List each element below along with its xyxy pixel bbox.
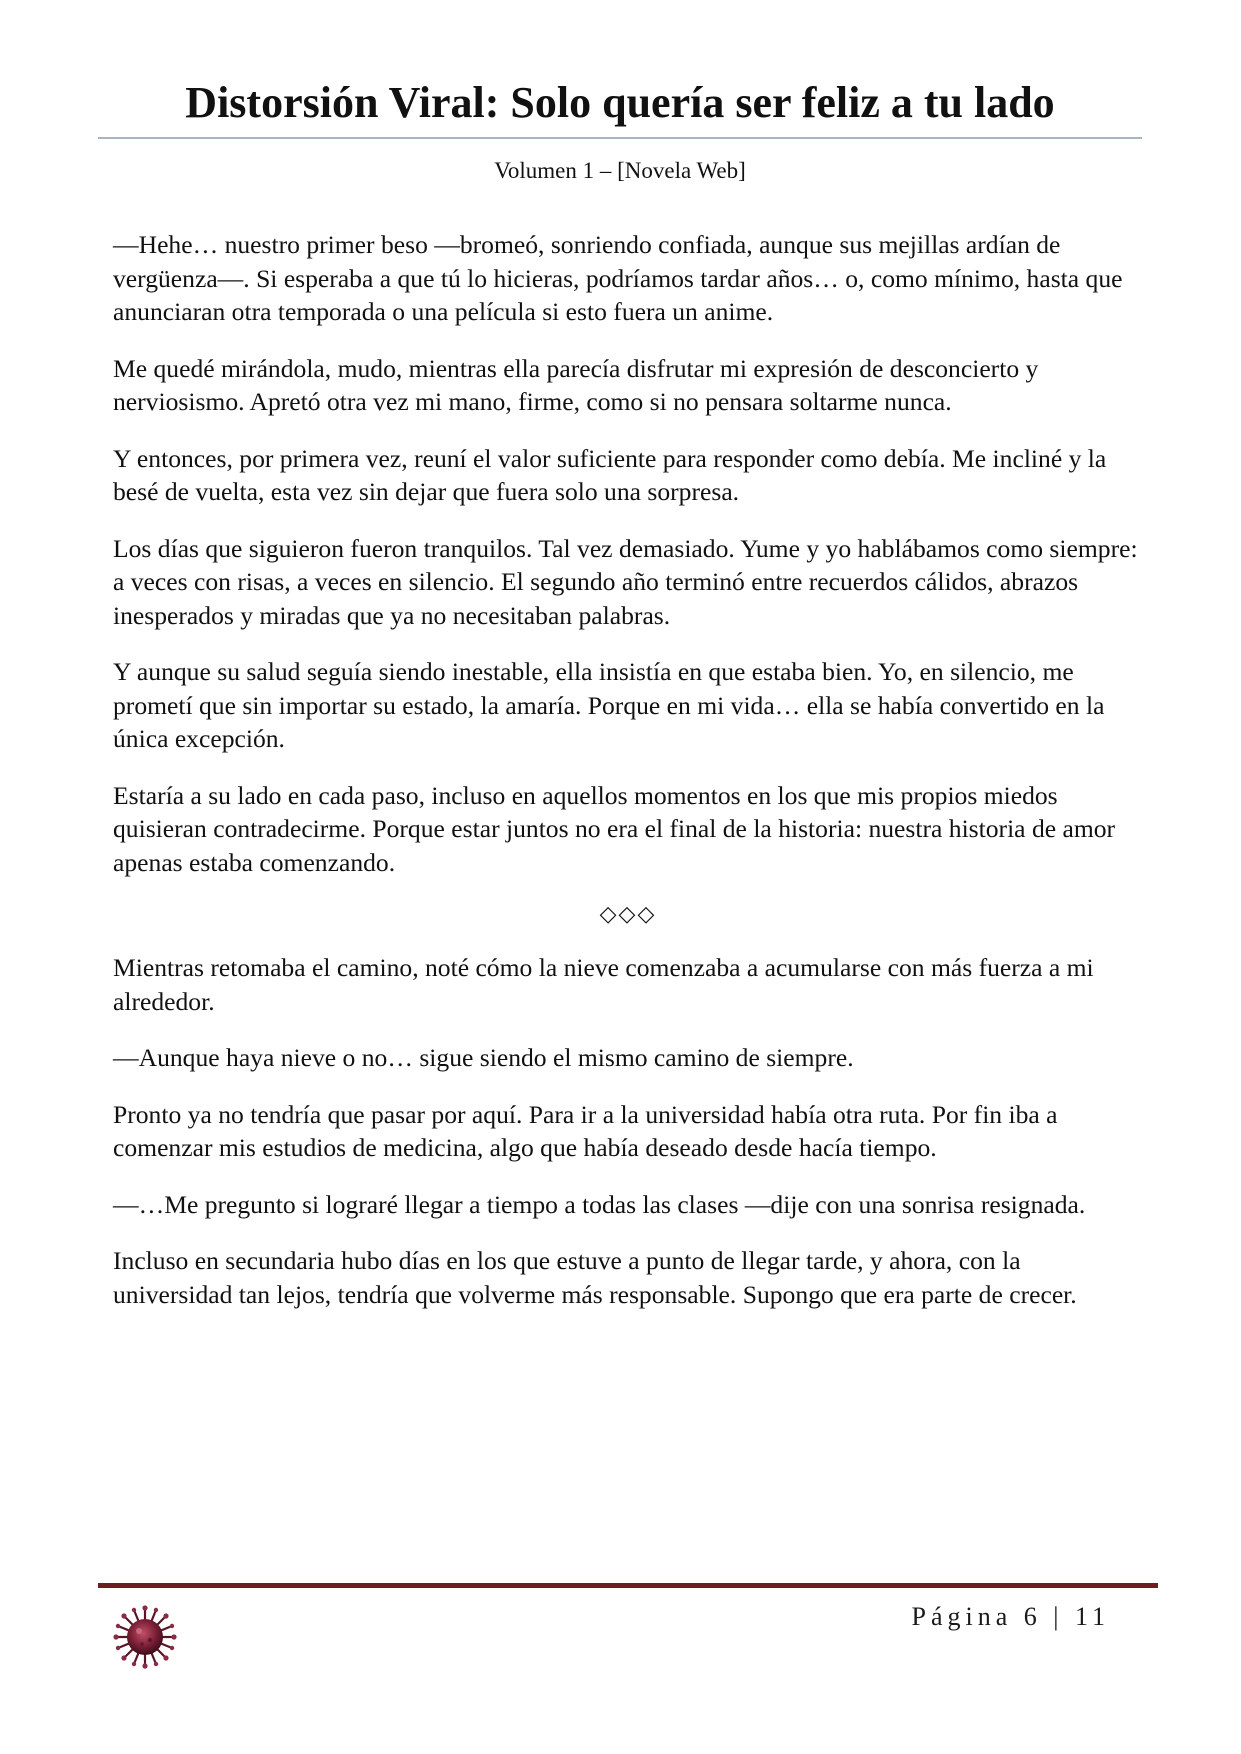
- paragraph: —…Me pregunto si lograré llegar a tiempo a todas las clases —dije con una sonrisa resignada.: [113, 1189, 1086, 1219]
- virus-icon: [112, 1604, 178, 1670]
- paragraph: Mientras retomaba el camino, noté cómo la nieve comenzaba a acumularse con más fuerza a mi alrededor.: [113, 953, 1094, 1016]
- header-divider: [98, 137, 1142, 139]
- volume-subtitle: Volumen 1 – [Novela Web]: [494, 158, 746, 183]
- paragraph: Y aunque su salud seguía siendo inestable, ella insistía en que estaba bien. Yo, en silencio, me prometí que sin importar su estado, la amaría. Porque en mi vida… ella se había convertido en la única excepción.: [113, 657, 1105, 753]
- paragraph: Y entonces, por primera vez, reuní el valor suficiente para responder como debía. Me incliné y la besé de vuelta, esta vez sin dejar que fuera solo una sorpresa.: [113, 443, 1107, 506]
- paragraph: —Aunque haya nieve o no… sigue siendo el mismo camino de siempre.: [113, 1043, 854, 1072]
- paragraph: Me quedé mirándola, mudo, mientras ella parecía disfrutar mi expresión de desconcierto y nerviosismo. Apretó otra vez mi mano, firme, como si no pensara soltarme nunca.: [113, 353, 1039, 416]
- page-number: Página 6 | 11: [911, 1602, 1110, 1631]
- page-title: Distorsión Viral: Solo quería ser feliz a tu lado: [185, 78, 1055, 127]
- scene-separator: ◇◇◇: [599, 902, 657, 927]
- paragraph: Estaría a su lado en cada paso, incluso en aquellos momentos en los que mis propios miedos quisieran contradecirme. Porque estar juntos no era el final de la historia: nuestra historia de amor apenas estaba comenzando.: [113, 780, 1116, 877]
- paragraph: Incluso en secundaria hubo días en los que estuve a punto de llegar tarde, y ahora, con la universidad tan lejos, tendría que volverme más responsable. Supongo que era parte de crecer.: [113, 1246, 1077, 1309]
- paragraph: Pronto ya no tendría que pasar por aquí. Para ir a la universidad había otra ruta. Por fin iba a comenzar mis estudios de medicina, algo que había deseado desde hacía tiempo.: [113, 1099, 1058, 1162]
- paragraph: Los días que siguieron fueron tranquilos. Tal vez demasiado. Yume y yo hablábamos como siempre: a veces con risas, a veces en silencio. El segundo año terminó entre recuerdos cálidos, abrazos inesperados y miradas que ya no necesitaban palabras.: [113, 533, 1138, 630]
- paragraph: —Hehe… nuestro primer beso —bromeó, sonriendo confiada, aunque sus mejillas ardían de vergüenza—. Si esperaba a que tú lo hicieras, podríamos tardar años… o, como mínimo, hasta que anunciaran otra temporada o una película si esto fuera un anime.: [113, 230, 1123, 326]
- footer-divider: [98, 1583, 1158, 1588]
- body-text: [113, 228, 1143, 1334]
